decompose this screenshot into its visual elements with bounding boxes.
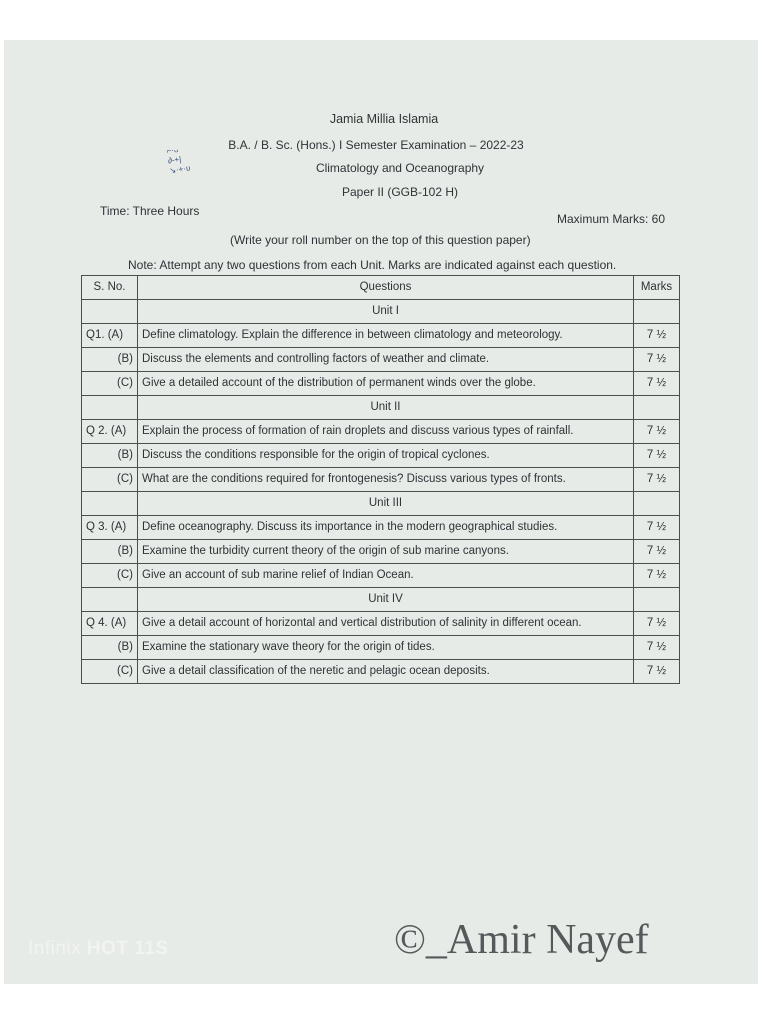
table-header-row bbox=[82, 276, 680, 300]
question-row bbox=[82, 612, 680, 636]
question-row bbox=[82, 564, 680, 588]
questions-table bbox=[81, 275, 680, 684]
question-marks: 7 ½ bbox=[634, 444, 680, 468]
question-number: (C) bbox=[82, 468, 138, 492]
question-row bbox=[82, 468, 680, 492]
handwritten-scribble: ⌐·ᴗ ∂-+| ↘·+·ʋ bbox=[166, 144, 191, 176]
question-number: Q 2. (A) bbox=[82, 420, 138, 444]
question-row bbox=[82, 636, 680, 660]
copyright-watermark: ©_Amir Nayef bbox=[394, 917, 649, 963]
question-row bbox=[82, 372, 680, 396]
question-row bbox=[82, 540, 680, 564]
question-marks: 7 ½ bbox=[634, 324, 680, 348]
question-number: (B) bbox=[82, 540, 138, 564]
question-text: Define oceanography. Discuss its importance in the modern geographical studies. bbox=[138, 516, 634, 540]
question-number: (B) bbox=[82, 444, 138, 468]
question-number: Q 4. (A) bbox=[82, 612, 138, 636]
question-marks: 7 ½ bbox=[634, 636, 680, 660]
question-text: Give a detailed account of the distribution of permanent winds over the globe. bbox=[138, 372, 634, 396]
paper-code: Paper II (GGB-102 H) bbox=[341, 185, 459, 199]
question-number: (C) bbox=[82, 564, 138, 588]
question-marks: 7 ½ bbox=[634, 564, 680, 588]
questions-body bbox=[82, 300, 680, 684]
unit-heading-row bbox=[82, 588, 680, 612]
time-allowed: Time: Three Hours bbox=[100, 204, 200, 218]
question-marks: 7 ½ bbox=[634, 660, 680, 684]
question-text: Explain the process of formation of rain droplets and discuss various types of rainfall. bbox=[138, 420, 634, 444]
question-marks: 7 ½ bbox=[634, 420, 680, 444]
question-text: Examine the turbidity current theory of the origin of sub marine canyons. bbox=[138, 540, 634, 564]
question-number: (B) bbox=[82, 636, 138, 660]
maximum-marks: Maximum Marks: 60 bbox=[557, 212, 666, 226]
question-number: Q 3. (A) bbox=[82, 516, 138, 540]
instruction-note: Note: Attempt any two questions from each Unit. Marks are indicated against each question. bbox=[128, 258, 617, 272]
unit-heading-row bbox=[82, 396, 680, 420]
roll-number-instruction: (Write your roll number on the top of this question paper) bbox=[230, 233, 531, 247]
question-text: Discuss the conditions responsible for the origin of tropical cyclones. bbox=[138, 444, 634, 468]
question-marks: 7 ½ bbox=[634, 540, 680, 564]
question-number: (B) bbox=[82, 348, 138, 372]
question-text: Give a detail classification of the neretic and pelagic ocean deposits. bbox=[138, 660, 634, 684]
col-header-sno: S. No. bbox=[82, 276, 138, 300]
unit-heading-row bbox=[82, 300, 680, 324]
question-number: Q1. (A) bbox=[82, 324, 138, 348]
question-marks: 7 ½ bbox=[634, 372, 680, 396]
university-name: Jamia Millia Islamia bbox=[329, 112, 439, 126]
question-marks: 7 ½ bbox=[634, 612, 680, 636]
unit-title: Unit I bbox=[138, 300, 634, 324]
question-text: Discuss the elements and controlling factors of weather and climate. bbox=[138, 348, 634, 372]
unit-title: Unit IV bbox=[138, 588, 634, 612]
question-text: Give a detail account of horizontal and vertical distribution of salinity in different ocean. bbox=[138, 612, 634, 636]
question-row bbox=[82, 348, 680, 372]
unit-heading-row bbox=[82, 492, 680, 516]
question-text: Define climatology. Explain the difference in between climatology and meteorology. bbox=[138, 324, 634, 348]
exam-title: B.A. / B. Sc. (Hons.) I Semester Examination – 2022-23 bbox=[228, 138, 524, 152]
question-number: (C) bbox=[82, 372, 138, 396]
question-marks: 7 ½ bbox=[634, 468, 680, 492]
question-row bbox=[82, 444, 680, 468]
col-header-marks: Marks bbox=[634, 276, 680, 300]
question-row bbox=[82, 516, 680, 540]
question-row bbox=[82, 420, 680, 444]
question-marks: 7 ½ bbox=[634, 516, 680, 540]
camera-brand-watermark: Infinix HOT 11S bbox=[28, 938, 169, 959]
question-number: (C) bbox=[82, 660, 138, 684]
question-text: Examine the stationary wave theory for the origin of tides. bbox=[138, 636, 634, 660]
question-text: Give an account of sub marine relief of Indian Ocean. bbox=[138, 564, 634, 588]
question-row bbox=[82, 660, 680, 684]
unit-title: Unit II bbox=[138, 396, 634, 420]
question-row bbox=[82, 324, 680, 348]
question-text: What are the conditions required for frontogenesis? Discuss various types of fronts. bbox=[138, 468, 634, 492]
subject-title: Climatology and Oceanography bbox=[315, 161, 485, 175]
question-marks: 7 ½ bbox=[634, 348, 680, 372]
col-header-questions: Questions bbox=[138, 276, 634, 300]
unit-title: Unit III bbox=[138, 492, 634, 516]
